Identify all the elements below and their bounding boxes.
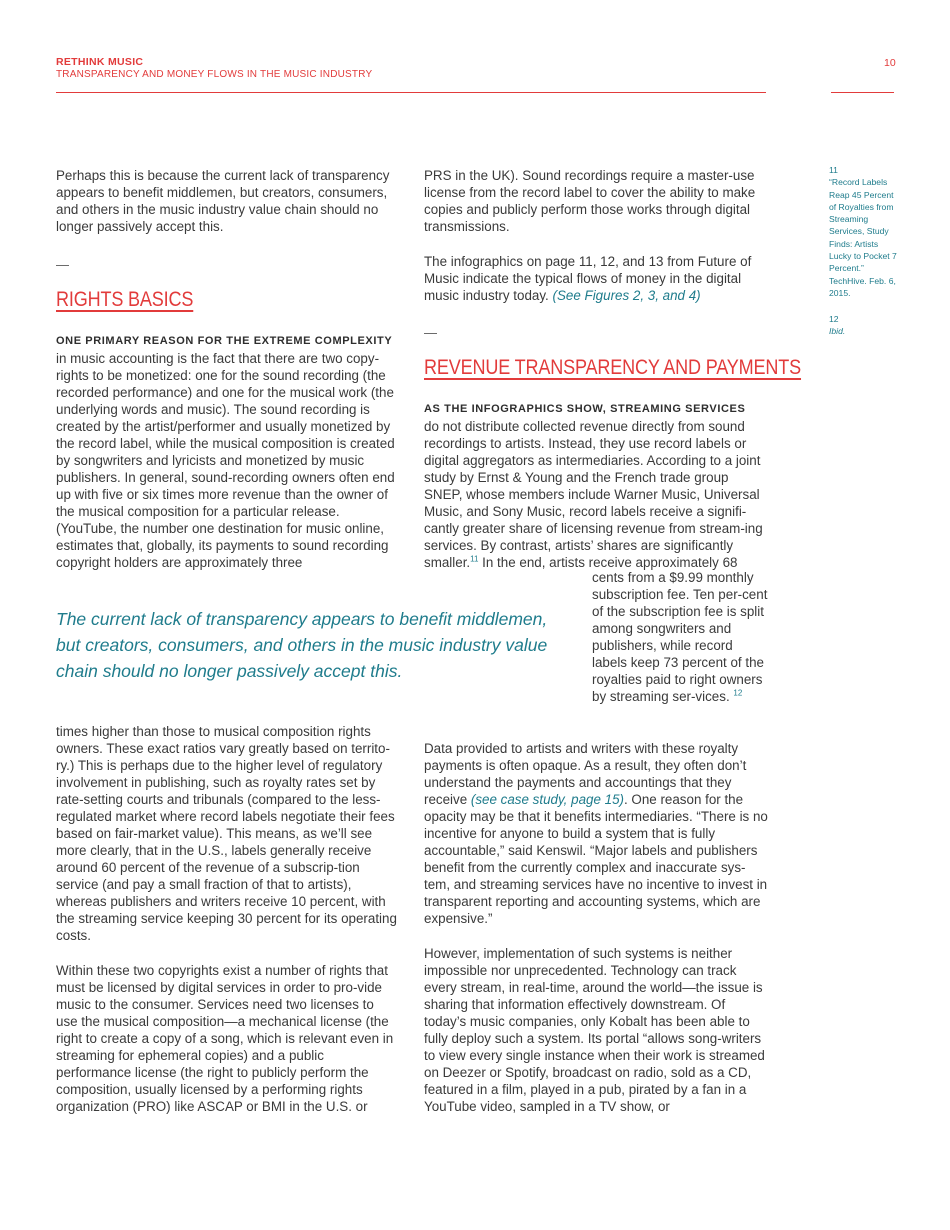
header-rule <box>56 92 766 93</box>
licenses-paragraph: Within these two copyrights exist a number of rights that must be licensed by digital services in order to pro-vide music to the consumer. Services need two licenses to use the musical composition—a mechanical license (the right to create a copy of a song, which is relevant even in streaming for ephemeral copies) and a public performance license (the right to publicly perform the composition, usually licensed by a performing rights organization (PRO) like ASCAP or BMI in the U.S. or <box>56 963 394 1114</box>
publication-subtitle: TRANSPARENCY AND MONEY FLOWS IN THE MUSIC INDUSTRY <box>56 69 373 80</box>
revenue-paragraph <box>424 399 768 571</box>
case-study-link[interactable]: (see case study, page 15) <box>470 792 624 807</box>
rights-basics-lead: ONE PRIMARY REASON FOR THE EXTREME COMPLEXITY <box>56 335 393 347</box>
revenue-lead: AS THE INFOGRAPHICS SHOW, STREAMING SERVICES <box>424 403 746 415</box>
footnote-ref-11[interactable]: 11 <box>470 554 479 564</box>
footnote-12-text: Ibid. <box>829 326 846 337</box>
royalty-split-paragraph <box>592 569 768 705</box>
revenue-body: do not distribute collected revenue directly from sound recordings to artists. Instead, they use record labels or digital aggregators as intermediaries. According to a joint study by Ernst & Young and the French trade group SNEP, whose members include Warner Music, Universal Music, and Sony Music, record labels receive a signifi-cantly greater share of licensing revenue from stream-ing services. By contrast, artists’ shares are significantly smaller. <box>424 419 763 570</box>
royalty-split-text: cents from a $9.99 monthly subscription fee. Ten per-cent of the subscription fee is split among songwriters and publishers, while record labels keep 73 percent of the royalties paid to right owners by streaming ser-vices. <box>592 570 768 704</box>
section-divider-right: — <box>424 325 437 340</box>
intro-paragraph: Perhaps this is because the current lack of transparency appears to benefit middlemen, but creators, consumers, and others in the music industry value chain should no longer passively accept this. <box>56 168 390 234</box>
footnote-11 <box>829 164 899 299</box>
opacity-text-2: . One reason for the opacity may be that it benefits intermediaries. “There is no incentive for anyone to build a system that is fully accountable,” said Kenswil. “Major labels and publishers benefit from the currently complex and inaccurate sys-tem, and streaming services have no incentive to invest in transparent reporting and accounting systems, which are expensive.” <box>424 792 768 926</box>
rights-basics-heading: RIGHTS BASICS <box>56 288 194 311</box>
rights-basics-paragraph <box>56 331 396 571</box>
footnote-11-text: “Record Labels Reap 45 Percent of Royalties from Streaming Services, Study Finds: Artists Lucky to Pocket 7 Percent.” TechHive. Feb. 6, 2015. <box>829 177 897 298</box>
section-divider: — <box>56 257 69 272</box>
revenue-body-continued: In the end, artists receive approximately 68 <box>478 555 738 570</box>
implementation-paragraph: However, implementation of such systems is neither impossible nor unprecedented. Technology can track every stream, in real-time, around the world—the issue is sharing that information effectively downstream. Of today’s music companies, only Kobalt has been able to fully deploy such a system. Its portal “allows song-writers to view every single instance when their work is streamed on Deezer or Spotify, broadcast on radio, sold as a CD, featured in a film, played in a pub, pirated by a fan in a YouTube video, sampled in a TV show, or <box>424 946 765 1114</box>
footnote-ref-12[interactable]: 12 <box>733 688 743 698</box>
ratios-paragraph: times higher than those to musical composition rights owners. These exact ratios vary greatly based on territo-ry.) This is perhaps due to the higher level of regulatory involvement in publishing, such as royalty rates set by rate-setting courts and tribunals (compared to the less-regulated market where record labels negotiate their fees based on fair-market value). This means, as we’ll see more clearly, that in the U.S., labels generally receive around 60 percent of the revenue of a subscrip-tion service (and pay a small fraction of that to artists), whereas publishers and writers receive 10 percent, with the streaming service keeping 30 percent for its operating costs. <box>56 724 397 943</box>
revenue-transparency-heading: REVENUE TRANSPARENCY AND PAYMENTS <box>424 356 802 379</box>
sidebar-rule <box>831 92 894 93</box>
prs-paragraph: PRS in the UK). Sound recordings require a master-use license from the record label to cover the ability to make copies and publicly perform those works through digital transmissions. <box>424 168 756 234</box>
rights-basics-body: in music accounting is the fact that there are two copy-rights to be monetized: one for the sound recording (the recorded performance) and one for the musical work (the underlying words and music). The sound recording is created by the artist/performer and usually monetized by the record label, while the musical composition is created by songwriters and lyricists and monetized by music publishers. In general, sound-recording owners often end up with five or six times more revenue than the owner of the musical composition for a particular release. (YouTube, the number one destination for music online, estimates that, globally, its payments to sound recording copyright holders are approximately three <box>56 351 395 570</box>
infographics-paragraph <box>424 253 766 304</box>
infographics-text: The infographics on page 11, 12, and 13 from Future of Music indicate the typical flows of money in the digital music industry today. <box>424 254 752 303</box>
pull-quote: The current lack of transparency appears to benefit middlemen, but creators, consumers, and others in the music industry value chain should no longer passively accept this. <box>56 609 548 681</box>
figures-link[interactable]: (See Figures 2, 3, and 4) <box>552 288 701 303</box>
opacity-paragraph <box>424 740 770 927</box>
publication-title: RETHINK MUSIC <box>56 56 144 68</box>
opacity-text-1: Data provided to artists and writers with these royalty payments is often opaque. As a result, they often don’t understand the payments and accountings that they receive <box>424 741 747 807</box>
page-number: 10 <box>884 57 896 69</box>
footnote-12 <box>829 313 899 338</box>
footnote-11-number: 11 <box>829 165 838 175</box>
footnote-12-number: 12 <box>829 314 839 324</box>
